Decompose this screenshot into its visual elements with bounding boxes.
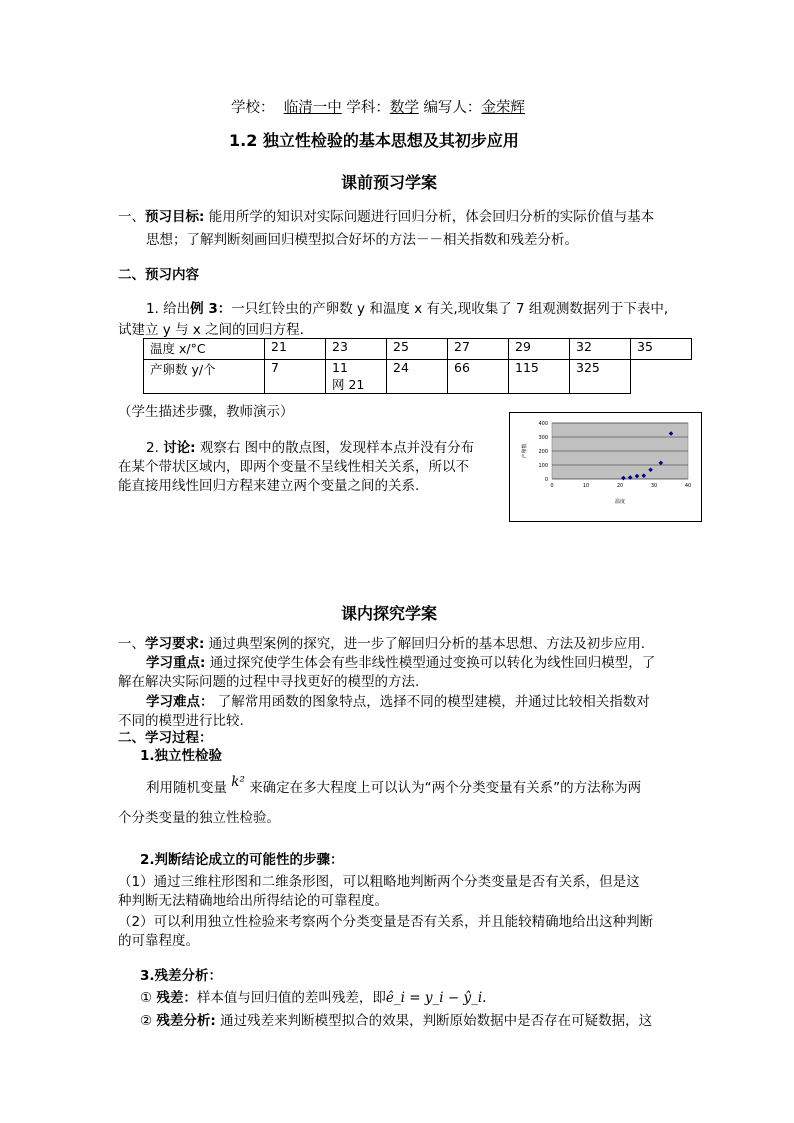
table-row-header: 温度 x/°C — [144, 339, 265, 360]
preview-item1-line1: 1. 给出例 3：一只红铃虫的产卵数 y 和温度 x 有关,现收集了 7 组观测数据列于下表中, — [146, 301, 669, 317]
school-value: 临清一中 — [283, 100, 342, 116]
x-axis-label: 温度 — [614, 499, 626, 505]
x-tick-label: 20 — [616, 483, 624, 489]
data-table — [143, 338, 692, 394]
author-value: 金荣辉 — [481, 100, 525, 116]
sec2-p2-line2: 的可靠程度。 — [118, 933, 199, 949]
inclass-focus-line1: 学习重点: 通过探究使学生体会有些非线性模型通过变换可以转化为线性回归模型，了 — [146, 655, 656, 671]
preview-content-heading: 二、预习内容 — [118, 267, 199, 283]
residual-formula: ê_i = y_i − ŷ_i. — [385, 990, 487, 1006]
inclass-heading: 课内探究学案 — [341, 604, 438, 623]
preview-note: （学生描述步骤，教师演示） — [118, 404, 294, 420]
sec1-line2: 个分类变量的独立性检验。 — [118, 810, 280, 826]
sec1-line1: 利用随机变量 k² 来确定在多大程度上可以认为“两个分类变量有关系”的方法称为两 — [146, 774, 642, 796]
y-tick-label: 400 — [538, 421, 548, 427]
school-label: 学校： — [231, 100, 275, 116]
y-tick-label: 200 — [538, 449, 548, 455]
x-tick-label: 40 — [684, 483, 692, 489]
k-squared-symbol: k² — [231, 774, 245, 790]
y-axis-label: 产卵数 — [522, 443, 528, 459]
x-tick-label: 10 — [582, 483, 590, 489]
sec2-p1-line1: （1）通过三维柱形图和二维条形图，可以粗略地判断两个分类变量是否有关系，但是这 — [118, 874, 640, 890]
scatter-chart — [509, 412, 702, 522]
preview-item2-line3: 能直接用线性回归方程来建立两个变量之间的关系. — [118, 478, 420, 494]
table-row: 产卵数 y/个 7 11 网 21 24 66 115 325 — [144, 360, 692, 394]
preview-goal-label: 预习目标: — [145, 209, 205, 225]
preview-goal-line2: 思想；了解判断刻画回归模型拟合好坏的方法－－相关指数和残差分析。 — [146, 232, 578, 248]
doc-header — [231, 96, 525, 117]
doc-title: 1.2 独立性检验的基本思想及其初步应用 — [229, 131, 519, 150]
preview-item2-line1: 2. 讨论: 观察右 图中的散点图，发现样本点并没有分布 — [146, 440, 475, 456]
inclass-req: 一、学习要求: 通过典型案例的探究，进一步了解回归分析的基本思想、方法及初步应用. — [118, 636, 645, 652]
sec2-heading: 2.判断结论成立的可能性的步骤： — [140, 852, 344, 868]
table-row-header: 产卵数 y/个 — [144, 360, 265, 394]
author-label: 编写人： — [423, 100, 482, 116]
inclass-process: 二、学习过程： — [118, 730, 213, 746]
sec3-heading: 3.残差分析： — [140, 968, 223, 984]
inclass-difficulty-line2: 不同的模型进行比较. — [118, 713, 244, 729]
preview-item1-line2: 试建立 y 与 x 之间的回归方程. — [118, 322, 304, 338]
inclass-difficulty-line1: 学习难点： 了解常用函数的图象特点，选择不同的模型建模，并通过比较相关指数对 — [146, 694, 650, 710]
subject-value: 数学 — [389, 100, 419, 116]
y-tick-label: 100 — [538, 463, 548, 469]
y-tick-label: 300 — [538, 435, 548, 441]
table-row: 温度 x/°C 21 23 25 27 29 32 35 — [144, 339, 692, 360]
x-tick-label: 0 — [550, 483, 554, 489]
sec3-item1: ① 残差：样本值与回归值的差叫残差，即ê_i = y_i − ŷ_i. — [140, 990, 487, 1006]
inclass-focus-line2: 解在解决实际问题的过程中寻找更好的模型的方法. — [118, 674, 420, 690]
preview-goal-line1: 一、预习目标: 能用所学的知识对实际问题进行回归分析，体会回归分析的实际价值与基本 — [118, 209, 655, 225]
sec1-heading: 1.独立性检验 — [140, 748, 223, 764]
preview-heading: 课前预习学案 — [341, 173, 438, 192]
sec3-item2: ② 残差分析: 通过残差来判断模型拟合的效果，判断原始数据中是否存在可疑数据，这 — [140, 1013, 653, 1029]
preview-item2-line2: 在某个带状区域内，即两个变量不呈线性相关关系，所以不 — [118, 459, 469, 475]
sec2-p2-line1: （2）可以利用独立性检验来考察两个分类变量是否有关系，并且能较精确地给出这种判断 — [118, 914, 654, 930]
sec2-p1-line2: 种判断无法精确地给出所得结论的可靠程度。 — [118, 893, 388, 909]
y-tick-label: 0 — [544, 477, 548, 483]
subject-label: 学科： — [346, 100, 390, 116]
x-tick-label: 30 — [650, 483, 658, 489]
scatter-chart-svg — [510, 413, 701, 521]
